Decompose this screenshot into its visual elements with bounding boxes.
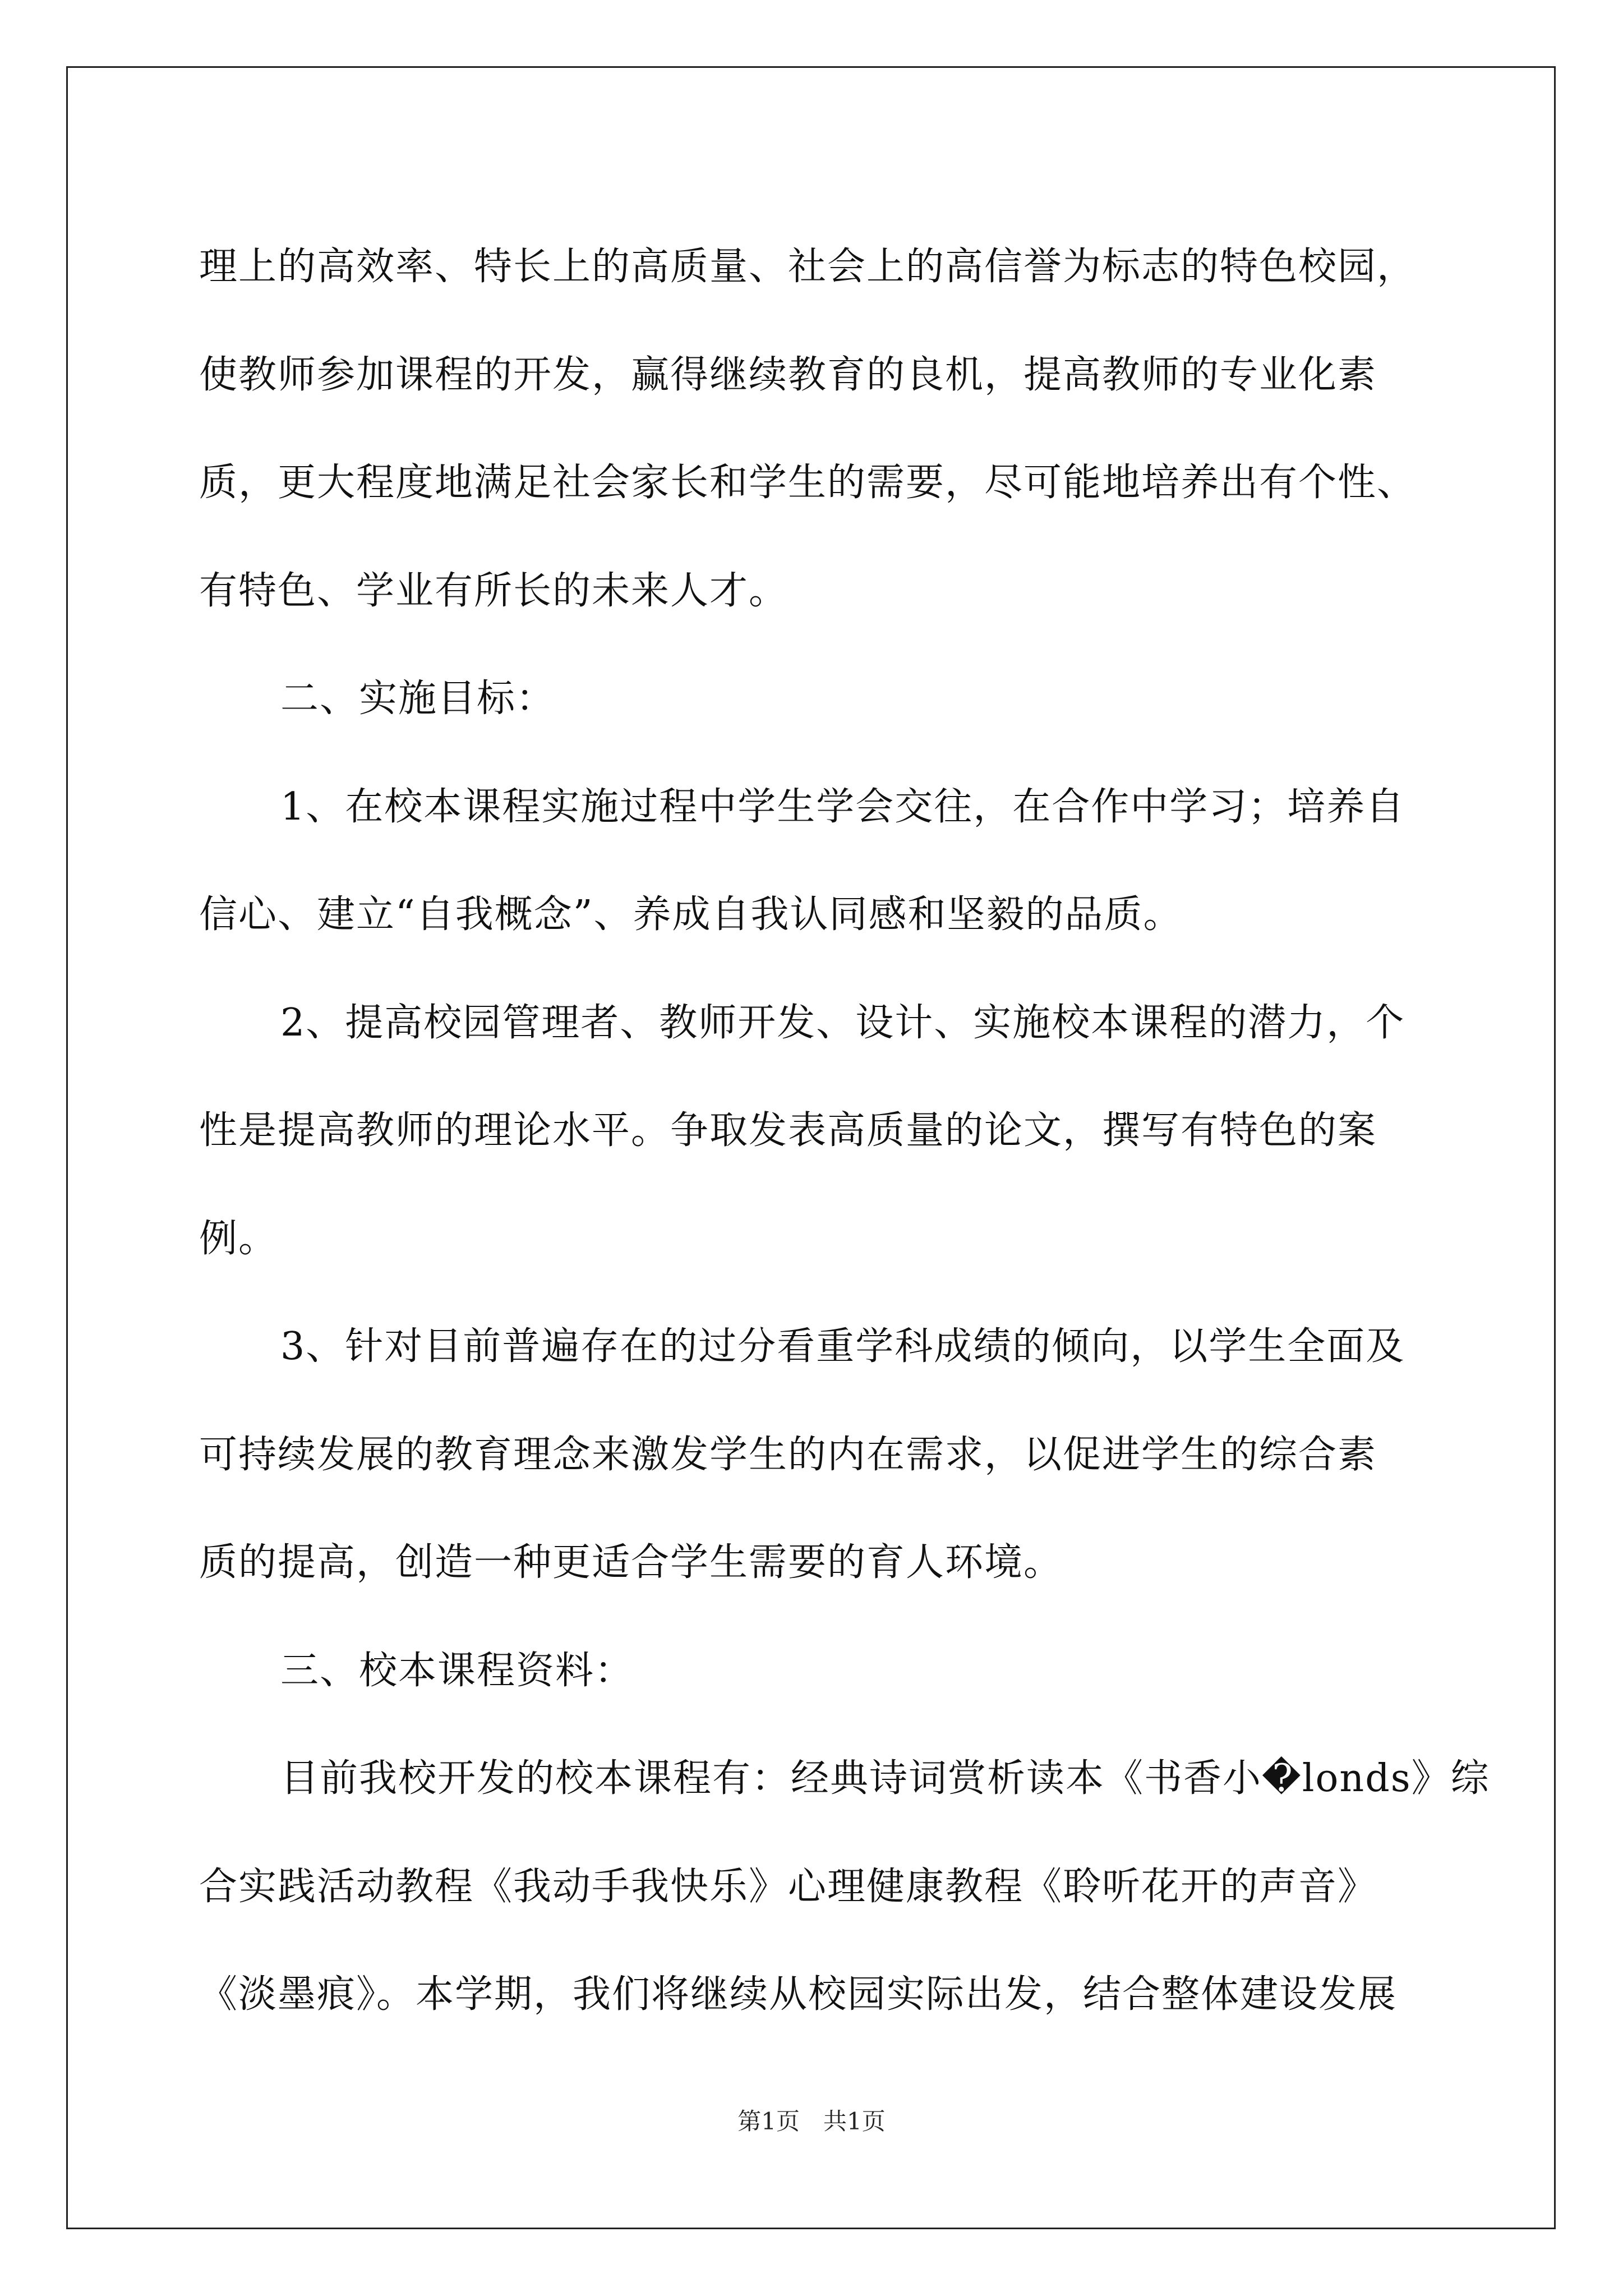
document-body xyxy=(199,213,1490,2049)
text-line: 信心、建立“自我概念”、养成自我认同感和坚毅的品质。 xyxy=(199,892,1183,937)
section-heading: 二、实施目标： xyxy=(280,677,556,721)
text-line: 《淡墨痕》。本学期，我们将继续从校园实际出发，结合整体建设发展 xyxy=(199,1972,1398,2017)
page-number: 第1页 共1页 xyxy=(737,2108,886,2135)
text-line: 质的提高，创造一种更适合学生需要的育人环境。 xyxy=(199,1540,1063,1585)
text-line: 理上的高效率、特长上的高质量、社会上的高信誉为标志的特色校园， xyxy=(199,245,1417,289)
text-line: 性是提高教师的理论水平。争取发表高质量的论文，撰写有特色的案 xyxy=(199,1108,1377,1153)
text-line: 使教师参加课程的开发，赢得继续教育的良机，提高教师的专业化素 xyxy=(199,352,1377,397)
text-line: 2、提高校园管理者、教师开发、设计、实施校本课程的潜力，个 xyxy=(280,1000,1405,1045)
text-line: 目前我校开发的校本课程有：经典诗词赏析读本《书香小�londs》综 xyxy=(280,1756,1490,1801)
text-line: 3、针对目前普遍存在的过分看重学科成绩的倾向，以学生全面及 xyxy=(280,1324,1405,1369)
text-line: 1、在校本课程实施过程中学生学会交往，在合作中学习；培养自 xyxy=(280,784,1405,829)
text-line: 例。 xyxy=(199,1216,278,1261)
text-line: 可持续发展的教育理念来激发学生的内在需求，以促进学生的综合素 xyxy=(199,1432,1377,1477)
section-heading: 三、校本课程资料： xyxy=(280,1648,634,1693)
text-line: 有特色、学业有所长的未来人才。 xyxy=(199,568,789,613)
text-line: 质，更大程度地满足社会家长和学生的需要，尽可能地培养出有个性、 xyxy=(199,461,1417,505)
text-line: 合实践活动教程《我动手我快乐》心理健康教程《聆听花开的声音》 xyxy=(199,1864,1377,1909)
